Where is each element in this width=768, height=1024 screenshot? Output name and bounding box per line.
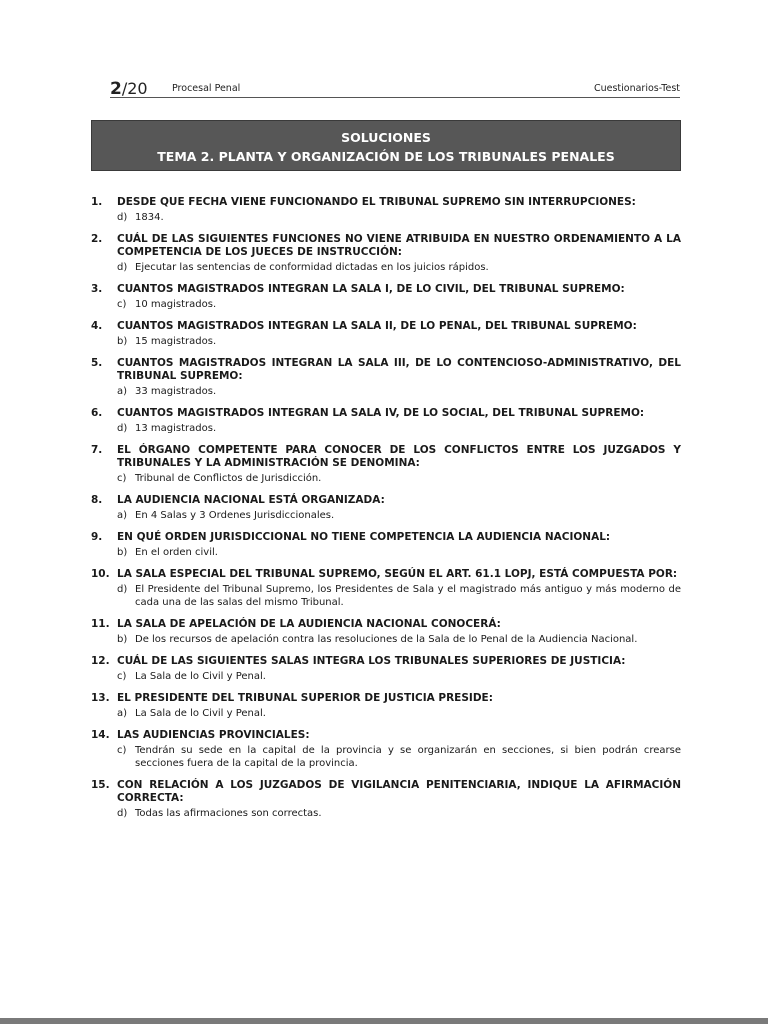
answer-text: Tribunal de Conflictos de Jurisdicción. <box>135 473 322 484</box>
answer-letter: a) <box>117 708 128 719</box>
question-item <box>91 568 681 609</box>
answer-letter: a) <box>117 386 128 397</box>
question-number: 15. <box>91 779 110 791</box>
answer-text: 1834. <box>135 212 164 223</box>
question-heading <box>91 283 681 296</box>
question-heading <box>91 692 681 705</box>
question-item <box>91 407 681 435</box>
answer-row <box>117 707 681 720</box>
answer-row <box>117 583 681 609</box>
answer-row <box>117 298 681 311</box>
question-item <box>91 655 681 683</box>
answer-text: En el orden civil. <box>135 547 218 558</box>
answer-text: Todas las afirmaciones son correctas. <box>135 808 322 819</box>
answer-row <box>117 422 681 435</box>
question-number: 4. <box>91 320 103 332</box>
page-number-total: /20 <box>121 79 148 98</box>
question-heading <box>91 444 681 470</box>
title-line-2: TEMA 2. PLANTA Y ORGANIZACIÓN DE LOS TRIBUNALES PENALES <box>157 149 615 164</box>
answer-text: Tendrán su sede en la capital de la provincia y se organizarán en secciones, si bien podrán crearse secciones fuera de la capital de la provincia. <box>135 745 681 769</box>
question-item <box>91 779 681 820</box>
answer-letter: c) <box>117 745 127 756</box>
question-number: 9. <box>91 531 103 543</box>
question-text: EL ÓRGANO COMPETENTE PARA CONOCER DE LOS CONFLICTOS ENTRE LOS JUZGADOS Y TRIBUNALES Y LA ADMINISTRACIÓN SE DENOMINA: <box>117 444 681 469</box>
question-heading <box>91 233 681 259</box>
answer-text: El Presidente del Tribunal Supremo, los Presidentes de Sala y el magistrado más antiguo y más moderno de cada una de las salas del mismo Tribunal. <box>135 584 681 608</box>
question-item <box>91 444 681 485</box>
question-item <box>91 692 681 720</box>
question-item <box>91 531 681 559</box>
page-number-current: 2 <box>110 79 122 99</box>
answer-row <box>117 670 681 683</box>
answer-row <box>117 633 681 646</box>
question-item <box>91 233 681 274</box>
answer-row <box>117 261 681 274</box>
question-number: 11. <box>91 618 110 630</box>
page-number <box>110 80 148 98</box>
answer-letter: c) <box>117 671 127 682</box>
answer-letter: d) <box>117 423 128 434</box>
question-item <box>91 729 681 770</box>
question-text: CUANTOS MAGISTRADOS INTEGRAN LA SALA I, DE LO CIVIL, DEL TRIBUNAL SUPREMO: <box>117 283 625 295</box>
question-item <box>91 494 681 522</box>
question-heading <box>91 407 681 420</box>
question-heading <box>91 729 681 742</box>
question-list <box>91 196 681 829</box>
answer-letter: d) <box>117 262 128 273</box>
question-number: 2. <box>91 233 103 245</box>
question-heading <box>91 655 681 668</box>
header-subject: Procesal Penal <box>172 83 241 94</box>
answer-text: 15 magistrados. <box>135 336 217 347</box>
question-heading <box>91 531 681 544</box>
question-number: 6. <box>91 407 103 419</box>
page-header <box>110 80 680 98</box>
question-text: LAS AUDIENCIAS PROVINCIALES: <box>117 729 310 741</box>
answer-letter: d) <box>117 212 128 223</box>
question-text: DESDE QUE FECHA VIENE FUNCIONANDO EL TRIBUNAL SUPREMO SIN INTERRUPCIONES: <box>117 196 636 208</box>
answer-letter: d) <box>117 808 128 819</box>
question-item <box>91 320 681 348</box>
answer-letter: b) <box>117 547 128 558</box>
question-text: EN QUÉ ORDEN JURISDICCIONAL NO TIENE COMPETENCIA LA AUDIENCIA NACIONAL: <box>117 531 611 543</box>
question-text: EL PRESIDENTE DEL TRIBUNAL SUPERIOR DE JUSTICIA PRESIDE: <box>117 692 493 704</box>
answer-letter: b) <box>117 336 128 347</box>
answer-row <box>117 744 681 770</box>
answer-row <box>117 385 681 398</box>
answer-text: En 4 Salas y 3 Ordenes Jurisdiccionales. <box>135 510 335 521</box>
answer-row <box>117 472 681 485</box>
question-text: CON RELACIÓN A LOS JUZGADOS DE VIGILANCIA PENITENCIARIA, INDIQUE LA AFIRMACIÓN CORRECTA: <box>117 779 681 804</box>
question-item <box>91 357 681 398</box>
answer-text: La Sala de lo Civil y Penal. <box>135 708 266 719</box>
answer-row <box>117 807 681 820</box>
question-text: CUANTOS MAGISTRADOS INTEGRAN LA SALA III, DE LO CONTENCIOSO-ADMINISTRATIVO, DEL TRIBUNAL SUPREMO: <box>117 357 681 382</box>
question-text: CUÁL DE LAS SIGUIENTES SALAS INTEGRA LOS TRIBUNALES SUPERIORES DE JUSTICIA: <box>117 655 626 667</box>
question-number: 3. <box>91 283 103 295</box>
question-text: CUANTOS MAGISTRADOS INTEGRAN LA SALA IV, DE LO SOCIAL, DEL TRIBUNAL SUPREMO: <box>117 407 645 419</box>
question-text: CUÁL DE LAS SIGUIENTES FUNCIONES NO VIENE ATRIBUIDA EN NUESTRO ORDENAMIENTO A LA COMPETENCIA DE LOS JUECES DE INSTRUCCIÓN: <box>117 233 681 258</box>
answer-row <box>117 211 681 224</box>
answer-letter: c) <box>117 473 127 484</box>
answer-text: 33 magistrados. <box>135 386 217 397</box>
question-number: 5. <box>91 357 103 369</box>
question-number: 10. <box>91 568 110 580</box>
answer-text: De los recursos de apelación contra las resoluciones de la Sala de lo Penal de la Audiencia Nacional. <box>135 634 638 645</box>
question-number: 8. <box>91 494 103 506</box>
answer-text: 10 magistrados. <box>135 299 217 310</box>
question-text: LA SALA DE APELACIÓN DE LA AUDIENCIA NACIONAL CONOCERÁ: <box>117 618 501 630</box>
answer-letter: a) <box>117 510 128 521</box>
header-section: Cuestionarios-Test <box>593 83 680 94</box>
question-item <box>91 618 681 646</box>
answer-letter: c) <box>117 299 127 310</box>
question-item <box>91 196 681 224</box>
title-line-1: SOLUCIONES <box>341 130 431 145</box>
question-number: 14. <box>91 729 110 741</box>
question-heading <box>91 357 681 383</box>
question-heading <box>91 568 681 581</box>
question-text: LA AUDIENCIA NACIONAL ESTÁ ORGANIZADA: <box>117 494 385 506</box>
answer-row <box>117 509 681 522</box>
answer-text: 13 magistrados. <box>135 423 217 434</box>
question-text: LA SALA ESPECIAL DEL TRIBUNAL SUPREMO, SEGÚN EL ART. 61.1 LOPJ, ESTÁ COMPUESTA POR: <box>117 568 678 580</box>
answer-row <box>117 546 681 559</box>
answer-text: Ejecutar las sentencias de conformidad dictadas en los juicios rápidos. <box>135 262 489 273</box>
question-heading <box>91 196 681 209</box>
question-item <box>91 283 681 311</box>
question-text: CUANTOS MAGISTRADOS INTEGRAN LA SALA II, DE LO PENAL, DEL TRIBUNAL SUPREMO: <box>117 320 637 332</box>
question-number: 12. <box>91 655 110 667</box>
question-heading <box>91 779 681 805</box>
question-number: 7. <box>91 444 103 456</box>
answer-row <box>117 335 681 348</box>
question-number: 1. <box>91 196 103 208</box>
answer-text: La Sala de lo Civil y Penal. <box>135 671 266 682</box>
title-banner <box>91 120 681 171</box>
question-heading <box>91 618 681 631</box>
bottom-bar <box>0 1018 768 1024</box>
answer-letter: d) <box>117 584 128 595</box>
question-heading <box>91 494 681 507</box>
question-number: 13. <box>91 692 110 704</box>
question-heading <box>91 320 681 333</box>
answer-letter: b) <box>117 634 128 645</box>
